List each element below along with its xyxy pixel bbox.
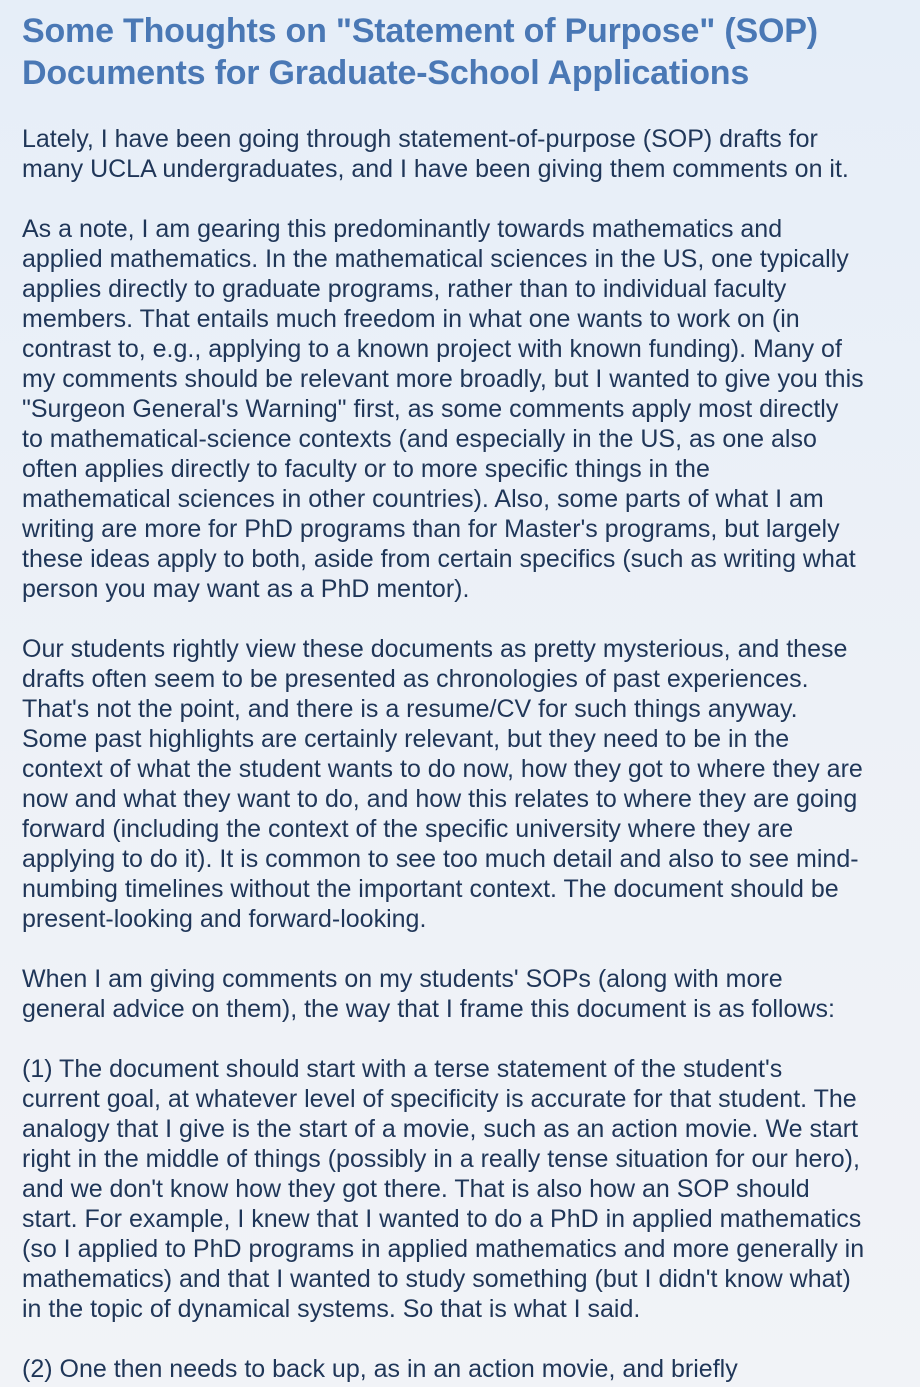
- paragraph-mysterious: Our students rightly view these documents as pretty mysterious, and these drafts often seem to be presented as chronologies of past experiences. That's not the point, and there is a resume/CV for such things anyway. Some past highlights are certainly relevant, but they need to be in the context of what the student wants to do now, how they got to where they are now and what they want to do, and how this relates to where they are going forward (including the context of the specific university where they are applying to do it). It is common to see too much detail and also to see mind- numbing timelines without the important context. The document should be present-looking and forward-looking.: [22, 635, 863, 933]
- paragraph-note: As a note, I am gearing this predominantly towards mathematics and applied mathematics. In the mathematical sciences in the US, one typically applies directly to graduate programs, rather than to individual faculty members. That entails much freedom in what one wants to work on (in contrast to, e.g., applying to a known project with known funding). Many of my comments should be relevant more broadly, but I wanted to give you this "Surgeon General's Warning" first, as some comments apply most directly to mathematical-science contexts (and especially in the US, as one also often applies directly to faculty or to more specific things in the mathematical sciences in other countries). Also, some parts of what I am writing are more for PhD programs than for Master's programs, but largely these ideas apply to both, aside from certain specifics (such as writing what person you may want as a PhD mentor).: [22, 215, 864, 603]
- paragraph-framing: When I am giving comments on my students' SOPs (along with more general advice on them), the way that I frame this document is as follows:: [22, 965, 835, 1023]
- paragraph-intro: Lately, I have been going through statement-of-purpose (SOP) drafts for many UCLA undergraduates, and I have been giving them comments on it.: [22, 125, 849, 183]
- paragraph-point-2: (2) One then needs to back up, as in an action movie, and briefly: [22, 1355, 738, 1383]
- article-body: [22, 124, 898, 1384]
- paragraph-point-1: (1) The document should start with a terse statement of the student's current goal, at whatever level of specificity is accurate for that student. The analogy that I give is the start of a movie, such as an action movie. We start right in the middle of things (possibly in a really tense situation for our hero), and we don't know how they got there. That is also how an SOP should start. For example, I knew that I wanted to do a PhD in applied mathematics (so I applied to PhD programs in applied mathematics and more generally in mathematics) and that I wanted to study something (but I didn't know what) in the topic of dynamical systems. So that is what I said.: [22, 1055, 865, 1323]
- article-title: Some Thoughts on "Statement of Purpose" (SOP) Documents for Graduate-School Applications: [22, 12, 818, 92]
